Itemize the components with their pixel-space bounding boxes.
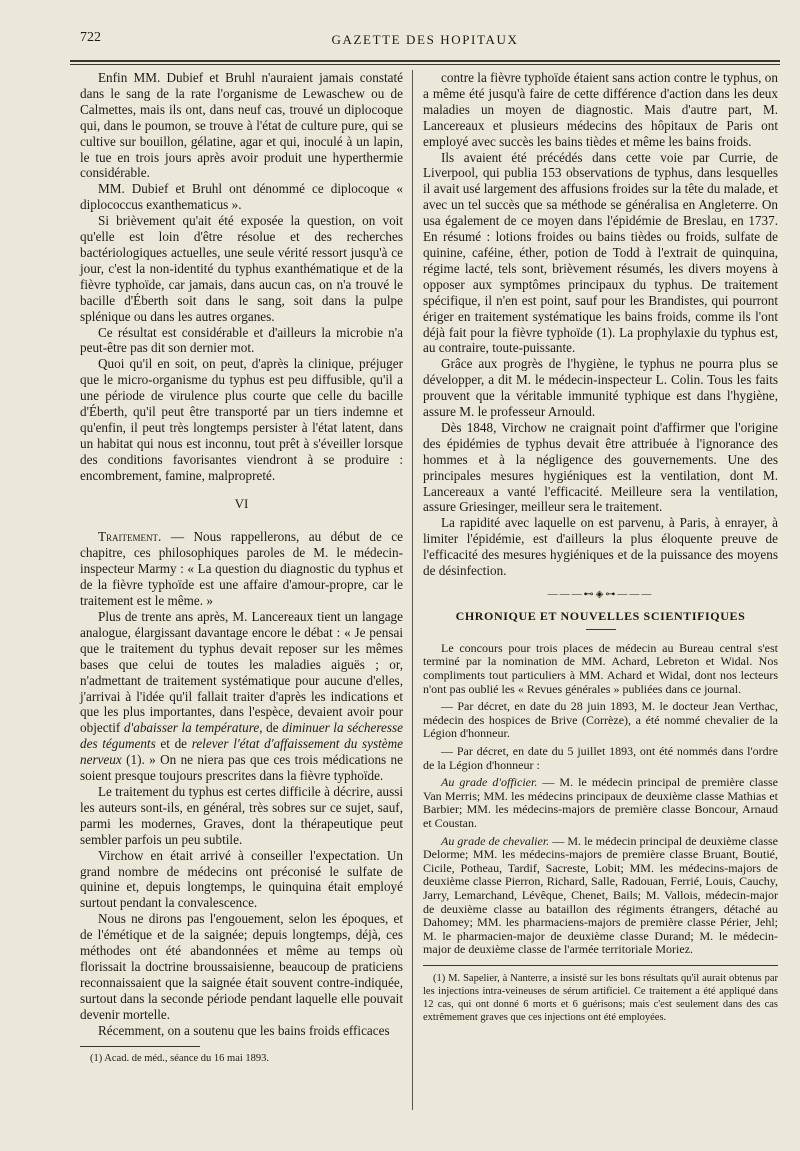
news-text: — M. le médecin principal de première classe Van Merris; MM. les médecins principaux de deuxième classe Mathias et Barbier; MM. les médecins-majors de première classe Boncour, Arnaud et Coustan.: [423, 775, 778, 830]
news-item: — Par décret, en date du 5 juillet 1893, ont été nommés dans l'ordre de la Légion d'honneur :: [423, 743, 778, 772]
left-column: [80, 70, 403, 1065]
paragraph: Quoi qu'il en soit, on peut, d'après la clinique, préjuger que le micro-organisme du typhus est peu diffusible, qu'il a une période de virulence plus courte que celle du bacille d'Éberth, qu'il peut être transporté par un tiers indemne et qu'enfin, il peut très longtemps persister à l'état latent, dans un habitat qui nous est inconnu, tout prêt à s'éveiller lorsque des conditions favorisantes viendront à se produire : encombrement, famine, malpropreté.: [80, 356, 403, 483]
paragraph: Ce résultat est considérable et d'ailleurs la microbie n'a peut-être pas dit son dernier mot.: [80, 324, 403, 356]
section-number: VI: [234, 495, 249, 511]
emphasis: relever l'état d'affaissement du système nerveux: [80, 736, 403, 768]
paragraph: Dès 1848, Virchow ne craignait point d'affirmer que l'origine des épidémies de typhus devait être attribuée à l'ignorance des hommes et à la négligence des gouvernements. Une des principales mesures hygiéniques est la ventilation, dont M. Lancereaux a vanté l'efficacité. Meilleure sera la ventilation, assure Griesinger, meilleur sera le traitement.: [423, 419, 778, 515]
ornament-divider: ———⊷◈⊶———: [547, 589, 654, 600]
paragraph: [80, 529, 403, 609]
paragraph: La rapidité avec laquelle on est parvenu, à Paris, à enrayer, à limiter l'épidémie, est d'ailleurs la plus éloquente preuve de l'efficacité des mesures hygiéniques et de la puissance des moyens de désinfection.: [423, 515, 778, 579]
footnote: (1) Acad. de méd., séance du 16 mai 1893.: [90, 1053, 270, 1065]
paragraph-text: Plus de trente ans après, M. Lancereaux tient un langage analogue, élargissant davantage encore le débat : « Je pensai que le traitement du typhus devait reposer sur les mêmes bases que celui de toutes les maladies aiguës ; or, n'admettant de traitement systématique pour aucune d'elles, j'arrivai à l'idée qu'il fallait traiter d'après les indications et que les plus importantes, dans l'espèce, devaient avoir pour objectif: [80, 609, 403, 736]
emphasis: diminuer la sécheresse des téguments: [80, 720, 403, 752]
paragraph: Enfin MM. Dubief et Bruhl n'auraient jamais constaté dans le sang de la rate l'organisme de Lewaschew ou de Calmettes, mais ils ont, dans neuf cas, trouvé un diplocoque qui, dans le poumon, se trouve à l'état de culture pure, qui se cultive sur bouillon, gélatine, agar et qui, inoculé à un lapin, le tue en trois jours après avoir produit une hyperthermie considérable.: [80, 70, 403, 181]
column-divider: [412, 70, 413, 1110]
paragraph: MM. Dubief et Bruhl ont dénommé ce diplocoque « diplococcus exanthematicus ».: [80, 181, 403, 213]
paragraph: Nous ne dirons pas l'engouement, selon les époques, et de l'émétique et de la saignée; depuis longtemps, déjà, ces méthodes ont été abandonnées et même au temps où florissait la doctrine broussaisienne, beaucoup de praticiens reconnaissaient que la saignée était souvent contre-indiquée, surtout dans la seconde période pendant laquelle elle pouvait devenir mortelle.: [80, 911, 403, 1022]
news-item: [423, 776, 778, 830]
paragraph-text: , de: [259, 720, 283, 736]
run-in-heading: Au grade de chevalier.: [441, 833, 550, 848]
paragraph: contre la fièvre typhoïde étaient sans action contre le typhus, on a même été jusqu'à faire de cette différence d'action dans les deux maladies un moyen de diagnostic. Mais d'autre part, M. Lancereaux et plusieurs médecins des hôpitaux de Paris ont employé avec succès les bains tièdes et même les bains froids.: [423, 70, 778, 149]
chronique-body: [423, 642, 778, 957]
journal-title: GAZETTE DES HOPITAUX: [331, 32, 519, 47]
paragraph: Grâce aux progrès de l'hygiène, le typhus ne pourra plus se développer, a dit M. le médecin-inspecteur L. Colin. Tous les faits prouvent que la véritable immunité typhique est dans l'hygiène, assure M. le professeur Arnould.: [423, 356, 778, 420]
paragraph-text: — Nous rappellerons, au début de ce chapitre, ces philosophiques paroles de M. le médecin-inspecteur Marmy : « La question du diagnostic du typhus et de la fièvre typhoïde est une affaire d'amour-propre, car le traitement est le même. »: [80, 529, 403, 609]
paragraph: Le traitement du typhus est certes difficile à décrire, aussi les auteurs sont-ils, en général, très sobres sur ce sujet, sauf, parmi les modernes, Graves, dont la thérapeutique peut sembler parfois un peu subtile.: [80, 783, 403, 847]
title-rule: [586, 629, 616, 630]
news-text: — M. le médecin principal de deuxième classe Delorme; MM. les médecins-majors de première classe Bruant, Boutié, Cicile, Potheau, Tardif, Sacreste, Lobit; MM. les médecins-majors de deuxième classe Pierron, Richard, Salle, Radouan, Ferrié, Louis, Cauchy, Jarry, Lemarchand, Lévêque, Chenet, Bails; M. Vallois, médecin-major de deuxième classe au bataillon des régiments étrangers, détaché au Dahomey; MM. les pharmaciens-majors de première classe Périer, Jehl; M. le pharmacien-major de deuxième classe Durand; M. le médecin-major de deuxième classe de l'armée territoriale Moriez.: [423, 833, 778, 957]
footnote: (1) M. Sapelier, à Nanterre, a insisté sur les bons résultats qu'il aurait obtenus par les injections intra-veineuses de sérum artificiel. Ce traitement a été appliqué dans 12 cas, qui ont donné 6 morts et 6 guérisons; mais c'est seulement dans des cas extrêmement graves que ces injections ont été employées.: [423, 972, 778, 1023]
news-item: [423, 835, 778, 957]
paragraph: Ils avaient été précédés dans cette voie par Currie, de Liverpool, qui publia 153 observations de typhus, dans lesquelles il avait usé largement des affusions froides sur la tête du malade, et avec un tel succès que sa méthode se généralisa en Angleterre. On usa également de ce moyen dans l'épidémie de Breslau, en 1737. En résumé : lotions froides ou bains tièdes ou froids, sulfate de quinine, caféine, éther, potion de Todd à l'extrait de quinquina, régime lacté, tels sont, brièvement résumés, les divers moyens à opposer aux symptômes principaux du typhus. De traitement spécifique, il n'en est point, sauf pour les Brandistes, qui pourront ériger en traitement systématique les bains froids, comme ils l'ont déjà fait pour la fièvre typhoïde (1). La prophylaxie du typhus est, au contraire, toute-puissante.: [423, 149, 778, 356]
news-item: Le concours pour trois places de médecin au Bureau central s'est terminé par la nomination de MM. Achard, Lebreton et Widal. Nos compliments tout particuliers à MM. Achard et Widal, dont nos lecteurs n'ont pas oublié les « Revues générales » publiées dans ce journal.: [423, 640, 778, 696]
page-header: [70, 30, 780, 52]
paragraph: Récemment, on a soutenu que les bains froids efficaces: [98, 1022, 390, 1038]
header-rule-thin: [70, 64, 780, 65]
section-title: CHRONIQUE ET NOUVELLES SCIENTIFIQUES: [455, 608, 746, 623]
run-in-heading: Au grade d'officier.: [441, 775, 538, 790]
run-in-heading: Traitement.: [98, 529, 162, 545]
paragraph-text: et de: [155, 736, 192, 752]
paragraph: Virchow en était arrivé à conseiller l'expectation. Un grand nombre de médecins ont préconisé le sulfate de quinine et, depuis longtemps, le quinquina était employé surtout pendant la convalescence.: [80, 847, 403, 911]
paragraph: Si brièvement qu'ait été exposée la question, on voit qu'elle est loin d'être résolue et des recherches bactériologiques actuelles, une seule vérité ressort jusqu'à ce jour, c'est la non-identité du typhus exanthématique et de la fièvre typhoïde, car jamais, dans aucun cas, on n'a trouvé le bacille d'Éberth soit dans le sang, soit dans la pulpe splénique ou dans les autres organes.: [80, 213, 403, 324]
header-rule: [70, 60, 780, 62]
paragraph: [80, 609, 403, 784]
page-number: 722: [80, 30, 101, 45]
paragraph-text: (1). » On ne niera pas que ces trois médications ne soient presque toujours prescrites dans la fièvre typhoïde.: [80, 752, 403, 784]
footnote-rule: [80, 1046, 200, 1047]
news-item: — Par décret, en date du 28 juin 1893, M. le docteur Jean Verthac, médecin des hospices de Brive (Corrèze), a été nommé chevalier de la Légion d'honneur.: [423, 699, 778, 741]
right-column: [423, 70, 778, 1024]
emphasis: d'abaisser la température: [123, 720, 260, 736]
footnote-rule: [423, 965, 778, 966]
